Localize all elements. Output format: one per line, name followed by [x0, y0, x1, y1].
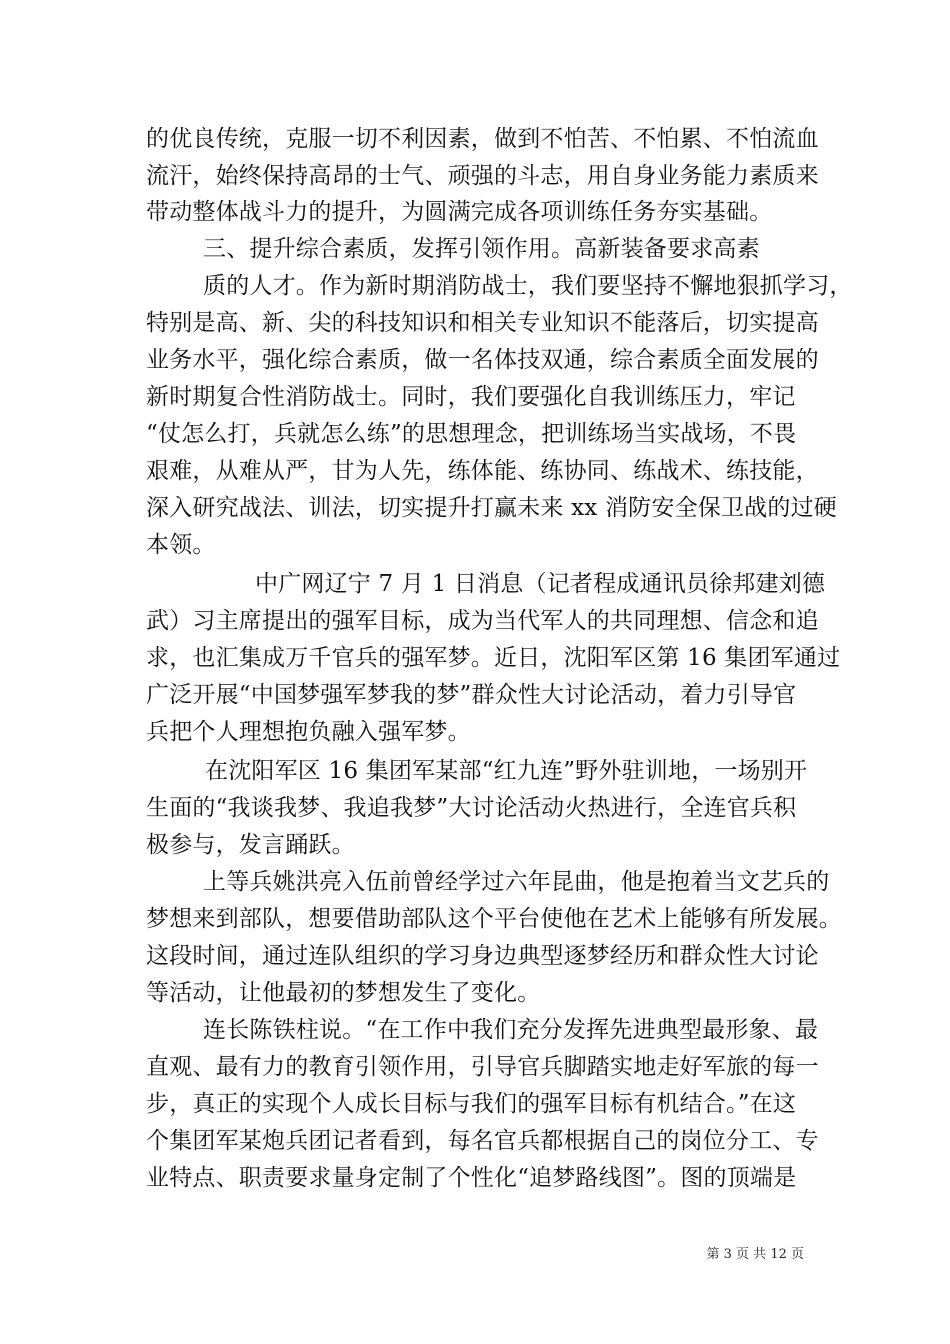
text-line: 直观、最有力的教育引领作用，引导官兵脚踏实地走好军旅的每一 — [146, 1054, 819, 1080]
text-line: 三、提升综合素质，发挥引领作用。高新装备要求高素 — [203, 236, 760, 262]
text-line: 中广网辽宁 7 月 1 日消息（记者程成通讯员徐邦建刘德 — [255, 571, 826, 597]
text-line: 个集团军某炮兵团记者看到，每名官兵都根据自己的岗位分工、专 — [146, 1128, 819, 1154]
text-line: 梦想来到部队，想要借助部队这个平台使他在艺术上能够有所发展。 — [146, 906, 842, 932]
text-line: 质的人才。作为新时期消防战士，我们要坚持不懈地狠抓学习， — [203, 273, 853, 299]
text-line: 深入研究战法、训法，切实提升打赢未来 xx 消防安全保卫战的过硬 — [146, 495, 837, 521]
text-line: 连长陈铁柱说。“在工作中我们充分发挥先进典型最形象、最 — [203, 1017, 819, 1043]
text-line: “仗怎么打，兵就怎么练”的思想理念，把训练场当实战场，不畏 — [146, 421, 797, 447]
text-line: 极参与，发言踊跃。 — [146, 832, 355, 858]
text-line: 新时期复合性消防战士。同时，我们要强化自我训练压力，牢记 — [146, 384, 796, 410]
text-line: 生面的“我谈我梦、我追我梦”大讨论活动火热进行，全连官兵积 — [146, 795, 797, 821]
text-line: 步，真正的实现个人成长目标与我们的强军目标有机结合。”在这 — [146, 1091, 797, 1117]
text-line: 这段时间，通过连队组织的学习身边典型逐梦经历和群众性大讨论 — [146, 943, 819, 969]
page-number: 第 3 页 共 12 页 — [706, 1247, 804, 1262]
text-line: 上等兵姚洪亮入伍前曾经学过六年昆曲，他是抱着当文艺兵的 — [203, 869, 830, 895]
text-line: 艰难，从难从严，甘为人先，练体能、练协同、练战术、练技能， — [146, 458, 819, 484]
text-line: 在沈阳军区 16 集团军某部“红九连”野外驻训地，一场别开 — [205, 758, 808, 784]
text-line: 武）习主席提出的强军目标，成为当代军人的共同理想、信念和追 — [146, 608, 819, 634]
text-line: 流汗，始终保持高昂的士气、顽强的斗志，用自身业务能力素质来 — [146, 163, 819, 189]
text-line: 的优良传统，克服一切不利因素，做到不怕苦、不怕累、不怕流血 — [146, 126, 819, 152]
text-line: 业特点、职责要求量身定制了个性化“追梦路线图”。图的顶端是 — [146, 1165, 797, 1191]
text-line: 带动整体战斗力的提升，为圆满完成各项训练任务夯实基础。 — [146, 199, 773, 225]
text-line: 求，也汇集成万千官兵的强军梦。近日，沈阳军区第 16 集团军通过 — [146, 645, 841, 671]
text-line: 兵把个人理想抱负融入强军梦。 — [146, 719, 471, 745]
text-line: 特别是高、新、尖的科技知识和相关专业知识不能落后，切实提高 — [146, 310, 819, 336]
text-line: 等活动，让他最初的梦想发生了变化。 — [146, 980, 541, 1006]
text-line: 业务水平，强化综合素质，做一名体技双通，综合素质全面发展的 — [146, 347, 819, 373]
text-line: 广泛开展“中国梦强军梦我的梦”群众性大讨论活动，着力引导官 — [146, 682, 797, 708]
text-line: 本领。 — [146, 532, 216, 558]
